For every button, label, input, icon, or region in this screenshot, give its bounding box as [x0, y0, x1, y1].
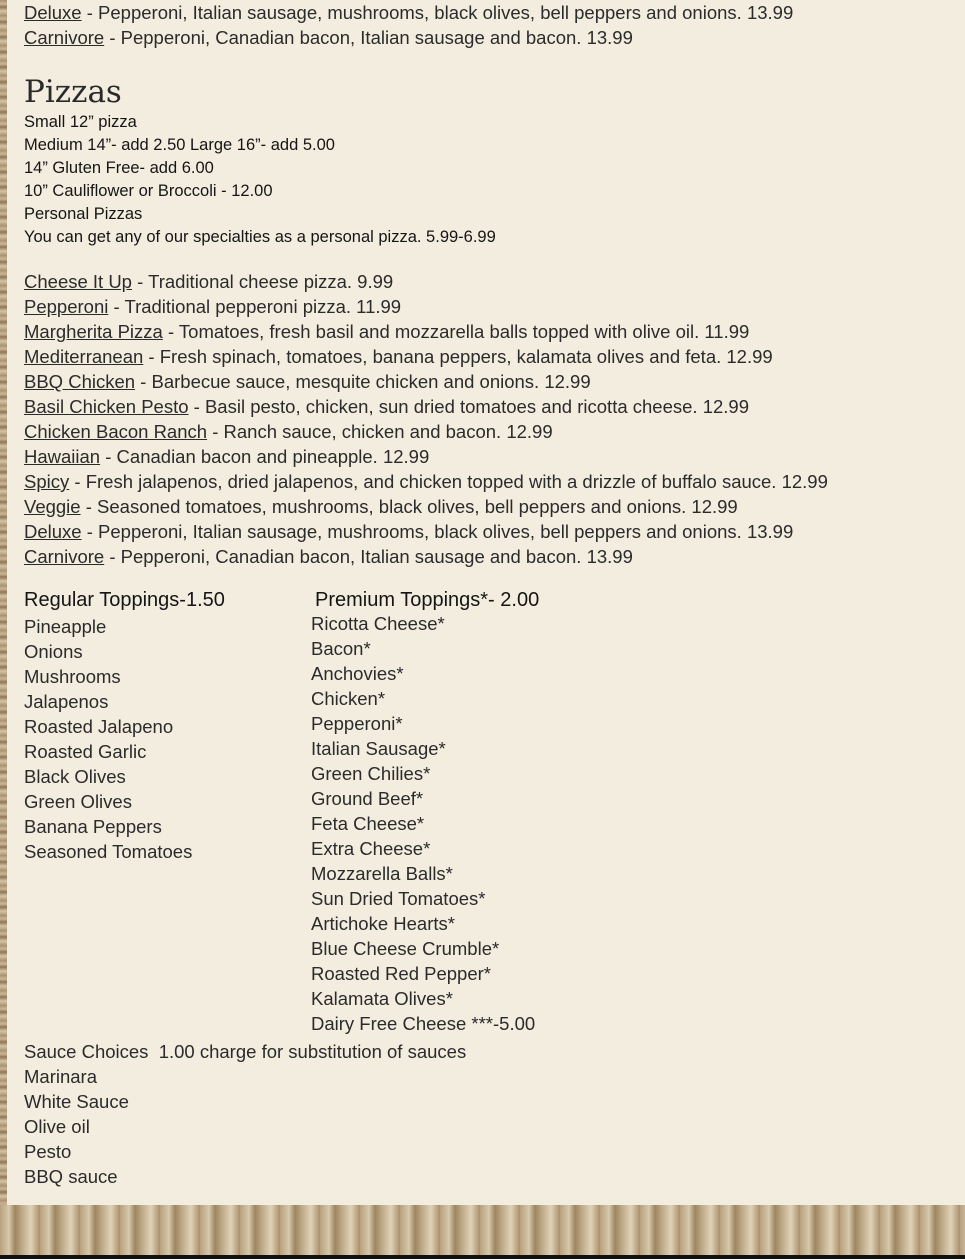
menu-item [24, 344, 828, 369]
menu-item [24, 394, 828, 419]
menu-item-desc: - Pepperoni, Canadian bacon, Italian sausage and bacon. 13.99 [104, 546, 633, 567]
premium-toppings-heading-wrap [315, 587, 539, 614]
menu-item-desc: - Canadian bacon and pineapple. 12.99 [100, 446, 430, 467]
info-line: Small 12” pizza [24, 113, 137, 131]
topping-item: Ground Beef* [311, 788, 424, 809]
topping-item: Green Chilies* [311, 763, 431, 784]
menu-item [24, 419, 828, 444]
menu-item-link[interactable]: Hawaiian [24, 446, 101, 467]
pizza-size-info [24, 111, 496, 249]
topping-item: Mozzarella Balls* [311, 863, 453, 884]
topping-item: Kalamata Olives* [311, 988, 453, 1009]
topping-item: Roasted Garlic [24, 741, 147, 762]
menu-item-desc: - Fresh jalapenos, dried jalapenos, and chicken topped with a drizzle of buffalo sauce. 12.99 [69, 471, 828, 492]
menu-item-desc: - Traditional pepperoni pizza. 11.99 [108, 296, 402, 317]
menu-item [24, 269, 828, 294]
sauce-item: Pesto [24, 1141, 72, 1162]
regular-toppings-heading: Regular Toppings-1.50 [24, 589, 225, 611]
menu-item-desc: - Pepperoni, Italian sausage, mushrooms, black olives, bell peppers and onions. 13.99 [81, 521, 794, 542]
topping-item: Mushrooms [24, 666, 121, 687]
info-line: Medium 14”- add 2.50 Large 16”- add 5.00 [24, 136, 335, 154]
sauce-choices-heading: Sauce Choices 1.00 charge for substitution of sauces [24, 1041, 467, 1062]
topping-item: Pepperoni* [311, 713, 403, 734]
pizza-list [24, 269, 828, 569]
menu-item-link[interactable]: Veggie [24, 496, 81, 517]
topping-item: Ricotta Cheese* [311, 613, 445, 634]
topping-item: Jalapenos [24, 691, 109, 712]
sauce-choices [24, 1039, 466, 1189]
premium-toppings [311, 611, 535, 1036]
topping-item: Chicken* [311, 688, 386, 709]
topping-item: Bacon* [311, 638, 371, 659]
info-line: 14” Gluten Free- add 6.00 [24, 159, 214, 177]
topping-item: Onions [24, 641, 83, 662]
menu-item [24, 319, 828, 344]
info-line: Personal Pizzas [24, 205, 143, 223]
topping-item: Banana Peppers [24, 816, 162, 837]
menu-item [24, 544, 828, 569]
topping-item: Roasted Red Pepper* [311, 963, 491, 984]
bottom-divider [0, 1255, 965, 1259]
topping-item: Seasoned Tomatoes [24, 841, 193, 862]
topping-item: Italian Sausage* [311, 738, 446, 759]
menu-item-desc: - Tomatoes, fresh basil and mozzarella balls topped with olive oil. 11.99 [162, 321, 750, 342]
sauce-item: White Sauce [24, 1091, 129, 1112]
sauce-item: Olive oil [24, 1116, 90, 1137]
sauce-item: Marinara [24, 1066, 97, 1087]
menu-item-desc: - Ranch sauce, chicken and bacon. 12.99 [207, 421, 553, 442]
bottom-wood-band [0, 1205, 965, 1255]
menu-item-desc: - Seasoned tomatoes, mushrooms, black olives, bell peppers and onions. 12.99 [80, 496, 738, 517]
topping-item: Roasted Jalapeno [24, 716, 174, 737]
menu-item [24, 369, 828, 394]
top-items [24, 0, 793, 50]
info-line: 10” Cauliflower or Broccoli - 12.00 [24, 182, 273, 200]
menu-item-link[interactable]: Deluxe [24, 521, 82, 542]
topping-item: Green Olives [24, 791, 132, 812]
menu-item-link[interactable]: Cheese It Up [24, 271, 132, 292]
menu-item-link[interactable]: Mediterranean [24, 346, 144, 367]
menu-item-link[interactable]: Margherita Pizza [24, 321, 163, 342]
menu-item-desc: - Basil pesto, chicken, sun dried tomatoes and ricotta cheese. 12.99 [188, 396, 749, 417]
info-line: You can get any of our specialties as a personal pizza. 5.99-6.99 [24, 228, 496, 246]
topping-item: Black Olives [24, 766, 126, 787]
premium-toppings-heading: Premium Toppings*- 2.00 [315, 589, 540, 611]
menu-item [24, 294, 828, 319]
regular-toppings [24, 587, 225, 864]
menu-item-desc: - Pepperoni, Italian sausage, mushrooms, black olives, bell peppers and onions. 13.99 [81, 2, 794, 23]
topping-item: Artichoke Hearts* [311, 913, 455, 934]
menu-item-link[interactable]: Deluxe [24, 2, 82, 23]
sauce-item: BBQ sauce [24, 1166, 118, 1187]
menu-item [24, 25, 793, 50]
menu-item-link[interactable]: Pepperoni [24, 296, 109, 317]
menu-item [24, 469, 828, 494]
menu-item [24, 444, 828, 469]
menu-item-desc: - Barbecue sauce, mesquite chicken and onions. 12.99 [135, 371, 591, 392]
menu-item [24, 0, 793, 25]
menu-item-link[interactable]: Carnivore [24, 27, 105, 48]
topping-item: Pineapple [24, 616, 107, 637]
menu-item-link[interactable]: Carnivore [24, 546, 105, 567]
topping-item: Feta Cheese* [311, 813, 425, 834]
menu-item-link[interactable]: Chicken Bacon Ranch [24, 421, 208, 442]
topping-item: Sun Dried Tomatoes* [311, 888, 486, 909]
menu-item-desc: - Fresh spinach, tomatoes, banana peppers, kalamata olives and feta. 12.99 [143, 346, 773, 367]
pizzas-heading: Pizzas [24, 74, 122, 110]
left-wood-border [0, 0, 7, 1205]
menu-item [24, 494, 828, 519]
menu-item [24, 519, 828, 544]
menu-item-link[interactable]: Basil Chicken Pesto [24, 396, 189, 417]
topping-item: Dairy Free Cheese ***-5.00 [311, 1013, 536, 1034]
topping-item: Extra Cheese* [311, 838, 431, 859]
menu-item-desc: - Traditional cheese pizza. 9.99 [131, 271, 394, 292]
menu-item-link[interactable]: Spicy [24, 471, 70, 492]
topping-item: Blue Cheese Crumble* [311, 938, 500, 959]
menu-item-desc: - Pepperoni, Canadian bacon, Italian sausage and bacon. 13.99 [104, 27, 633, 48]
topping-item: Anchovies* [311, 663, 404, 684]
menu-item-link[interactable]: BBQ Chicken [24, 371, 136, 392]
